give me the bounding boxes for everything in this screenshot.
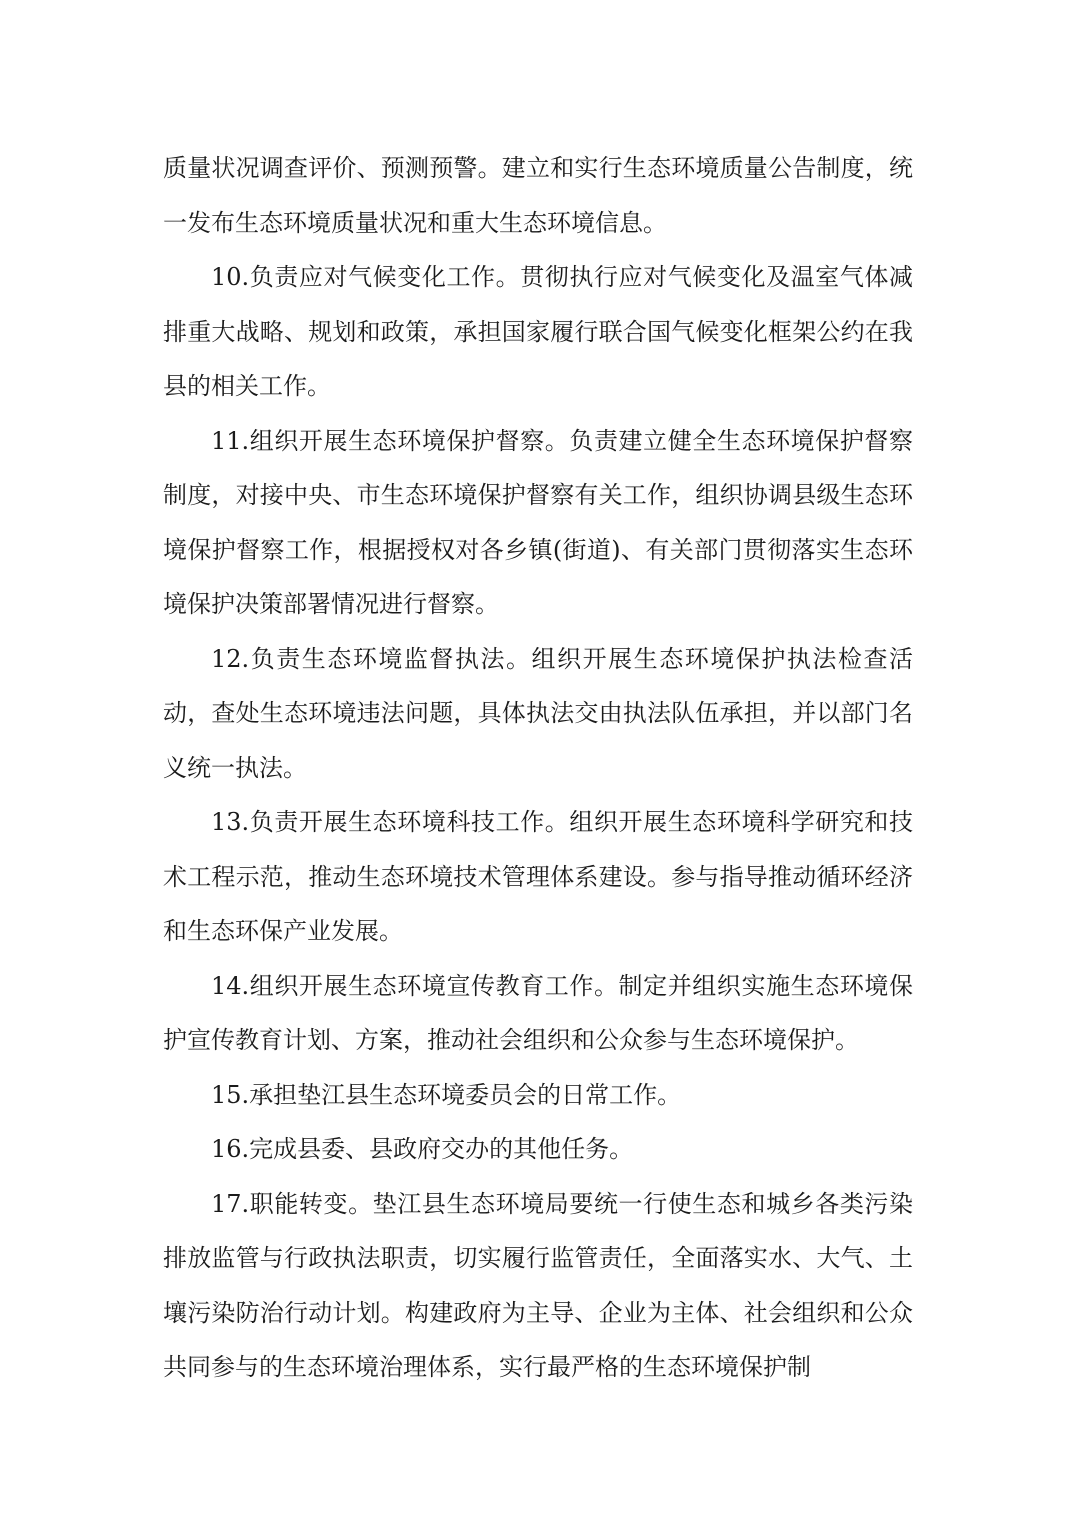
paragraph-item-16: 16.完成县委、县政府交办的其他任务。 — [211, 1135, 634, 1163]
paragraph-item-12: 12.负责生态环境监督执法。组织开展生态环境保护执法检查活动，查处生态环境违法问题，具体执法交由执法队伍承担，并以部门名义统一执法。 — [163, 644, 913, 782]
paragraph-continuation: 质量状况调查评价、预测预警。建立和实行生态环境质量公告制度，统一发布生态环境质量状况和重大生态环境信息。 — [163, 154, 913, 237]
paragraph-item-10: 10.负责应对气候变化工作。贯彻执行应对气候变化及温室气体减排重大战略、规划和政策，承担国家履行联合国气候变化框架公约在我县的相关工作。 — [163, 263, 913, 400]
paragraph-item-13: 13.负责开展生态环境科技工作。组织开展生态环境科学研究和技术工程示范，推动生态环境技术管理体系建设。参与指导推动循环经济和生态环保产业发展。 — [163, 808, 913, 945]
paragraph-item-17: 17.职能转变。垫江县生态环境局要统一行使生态和城乡各类污染排放监管与行政执法职责，切实履行监管责任，全面落实水、大气、土壤污染防治行动计划。构建政府为主导、企业为主体、社会组织和公众共同参与的生态环境治理体系，实行最严格的生态环境保护制 — [163, 1189, 913, 1381]
paragraph-item-11: 11.组织开展生态环境保护督察。负责建立健全生态环境保护督察制度，对接中央、市生态环境保护督察有关工作，组织协调县级生态环境保护督察工作，根据授权对各乡镇(街道)、有关部门贯彻落实生态环境保护决策部署情况进行督察。 — [163, 426, 913, 618]
paragraph-item-15: 15.承担垫江县生态环境委员会的日常工作。 — [211, 1080, 682, 1109]
paragraph-item-14: 14.组织开展生态环境宣传教育工作。制定并组织实施生态环境保护宣传教育计划、方案，推动社会组织和公众参与生态环境保护。 — [163, 971, 913, 1054]
document-body — [163, 141, 913, 1395]
